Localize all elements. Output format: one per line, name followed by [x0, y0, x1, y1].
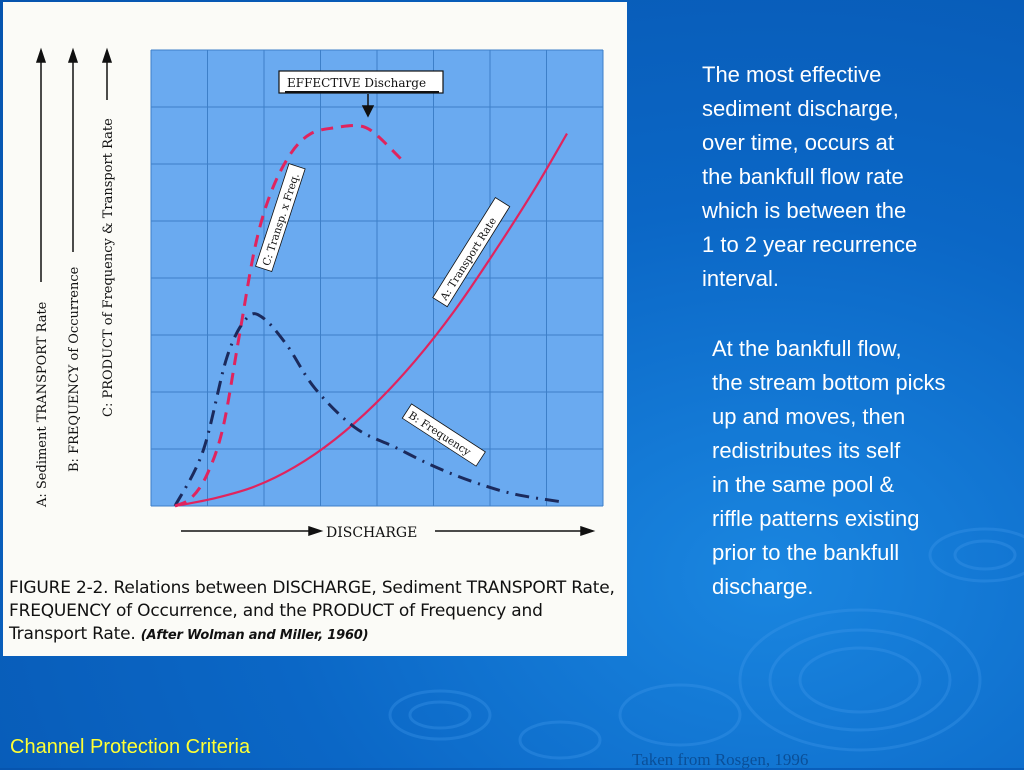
explanation-paragraph-2: At the bankfull flow, the stream bottom picks up and moves, then redistributes its self in the same pool & riffle patterns existing prior to the bankfull discharge.	[712, 336, 946, 599]
figure-caption	[9, 577, 621, 647]
caption-main: FIGURE 2-2. Relations between DISCHARGE, Sediment TRANSPORT Rate, FREQUENCY of Occurrence, and the PRODUCT of Frequency and Transport Rate.	[9, 578, 615, 644]
series-a-label: A: Transport Rate	[438, 215, 500, 303]
source-credit: Taken from Rosgen, 1996	[632, 750, 809, 769]
figure-panel	[3, 2, 627, 656]
explanation-paragraph-1: The most effective sediment discharge, over time, occurs at the bankfull flow rate which is between the 1 to 2 year recurrence interval.	[702, 62, 918, 291]
series-c-label: C: Transp. x Freq.	[260, 171, 302, 268]
y-axis-label-c: C: PRODUCT of Frequency & Transport Rate	[101, 118, 116, 417]
y-axis-label-a: A: Sediment TRANSPORT Rate	[35, 301, 50, 507]
x-axis-label: DISCHARGE	[326, 525, 418, 541]
y-axis-label-b: B: FREQUENCY of Occurrence	[67, 266, 82, 472]
effective-discharge-label: EFFECTIVE Discharge	[287, 76, 427, 90]
y-axis-arrows	[37, 50, 111, 282]
slide-footer-title: Channel Protection Criteria	[10, 736, 251, 758]
series-b-label: B: Frequency	[406, 409, 473, 459]
discharge-chart	[3, 2, 627, 572]
caption-citation: (After Wolman and Miller, 1960)	[140, 628, 369, 643]
